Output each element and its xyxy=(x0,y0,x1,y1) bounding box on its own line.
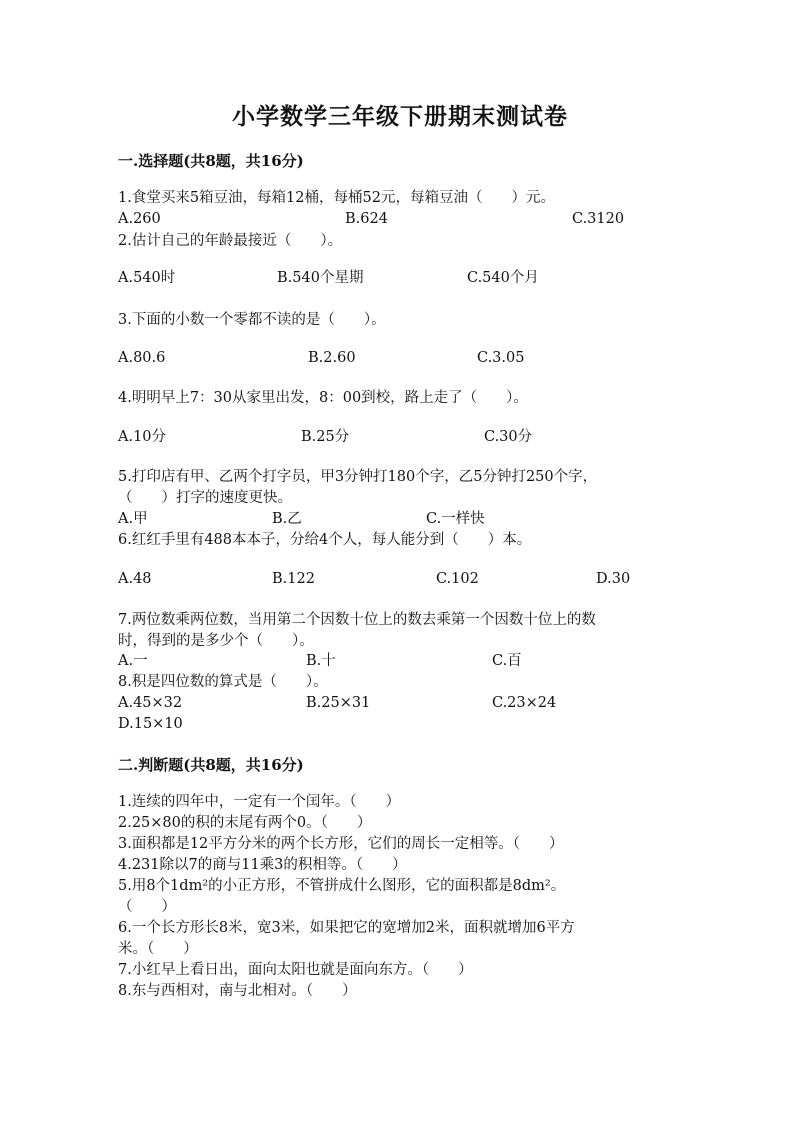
question-option: A.48 xyxy=(118,571,152,587)
question-text: 5.用8个1dm²的小正方形，不管拼成什么图形，它的面积都是8dm²。 xyxy=(118,878,566,894)
question-option: B.乙 xyxy=(272,511,302,527)
page-title: 小学数学三年级下册期末测试卷 xyxy=(232,103,568,130)
question-text: 8.积是四位数的算式是（ ）。 xyxy=(118,674,328,690)
question-text: 2.估计自己的年龄最接近（ ）。 xyxy=(118,233,343,249)
question-option: A.260 xyxy=(118,211,161,227)
question-text: 1.连续的四年中，一定有一个闰年。（ ） xyxy=(118,794,401,810)
question-option: D.15×10 xyxy=(118,716,183,732)
question-option: C.百 xyxy=(492,653,522,669)
question-option: B.2.60 xyxy=(308,350,356,366)
question-option: B.122 xyxy=(272,571,315,587)
question-text: 3.下面的小数一个零都不读的是（ ）。 xyxy=(118,312,386,328)
question-text: 1.食堂买来5箱豆油，每箱12桶，每桶52元，每箱豆油（ ）元。 xyxy=(118,190,555,206)
question-option: B.十 xyxy=(306,653,336,669)
question-text: 4.明明早上7：30从家里出发，8：00到校，路上走了（ ）。 xyxy=(118,390,528,406)
question-option: B.540个星期 xyxy=(277,270,364,286)
question-option: C.102 xyxy=(436,571,479,587)
question-option: D.30 xyxy=(596,571,631,587)
question-text: 2.25×80的积的末尾有两个0。（ ） xyxy=(118,815,372,831)
question-text: 4.231除以7的商与11乘3的积相等。（ ） xyxy=(118,857,407,873)
question-text: 6.红红手里有488本本子，分给4个人，每人能分到（ ）本。 xyxy=(118,532,532,548)
question-option: B.25分 xyxy=(301,429,350,445)
question-text: （ ） xyxy=(118,899,176,915)
question-option: A.10分 xyxy=(118,429,167,445)
section-heading-choice: 一.选择题(共8题，共16分) xyxy=(118,152,304,170)
question-text: 5.打印店有甲、乙两个打字员，甲3分钟打180个字，乙5分钟打250个字， xyxy=(118,469,598,485)
question-option: C.3.05 xyxy=(477,350,525,366)
question-option: A.一 xyxy=(118,653,148,669)
question-option: C.23×24 xyxy=(492,695,557,711)
question-option: A.80.6 xyxy=(118,350,166,366)
question-text: 米。（ ） xyxy=(118,941,198,957)
question-option: C.30分 xyxy=(484,429,533,445)
question-text: 7.小红早上看日出，面向太阳也就是面向东方。（ ） xyxy=(118,962,473,978)
section-heading-judgement: 二.判断题(共8题，共16分) xyxy=(118,756,304,774)
question-option: A.540时 xyxy=(118,270,176,286)
question-option: B.25×31 xyxy=(306,695,371,711)
question-option: C.540个月 xyxy=(467,270,539,286)
question-option: C.一样快 xyxy=(426,511,485,527)
question-text: 8.东与西相对，南与北相对。（ ） xyxy=(118,983,357,999)
question-option: B.624 xyxy=(345,211,388,227)
question-option: C.3120 xyxy=(572,211,625,227)
question-option: A.甲 xyxy=(118,511,148,527)
question-text: （ ）打字的速度更快。 xyxy=(118,490,292,506)
question-text: 3.面积都是12平方分米的两个长方形，它们的周长一定相等。（ ） xyxy=(118,836,564,852)
question-option: A.45×32 xyxy=(118,695,183,711)
question-text: 6.一个长方形长8米，宽3米，如果把它的宽增加2米，面积就增加6平方 xyxy=(118,920,575,936)
question-text: 7.两位数乘两位数，当用第二个因数十位上的数去乘第一个因数十位上的数 xyxy=(118,612,596,628)
question-text: 时，得到的是多少个（ ）。 xyxy=(118,633,314,649)
